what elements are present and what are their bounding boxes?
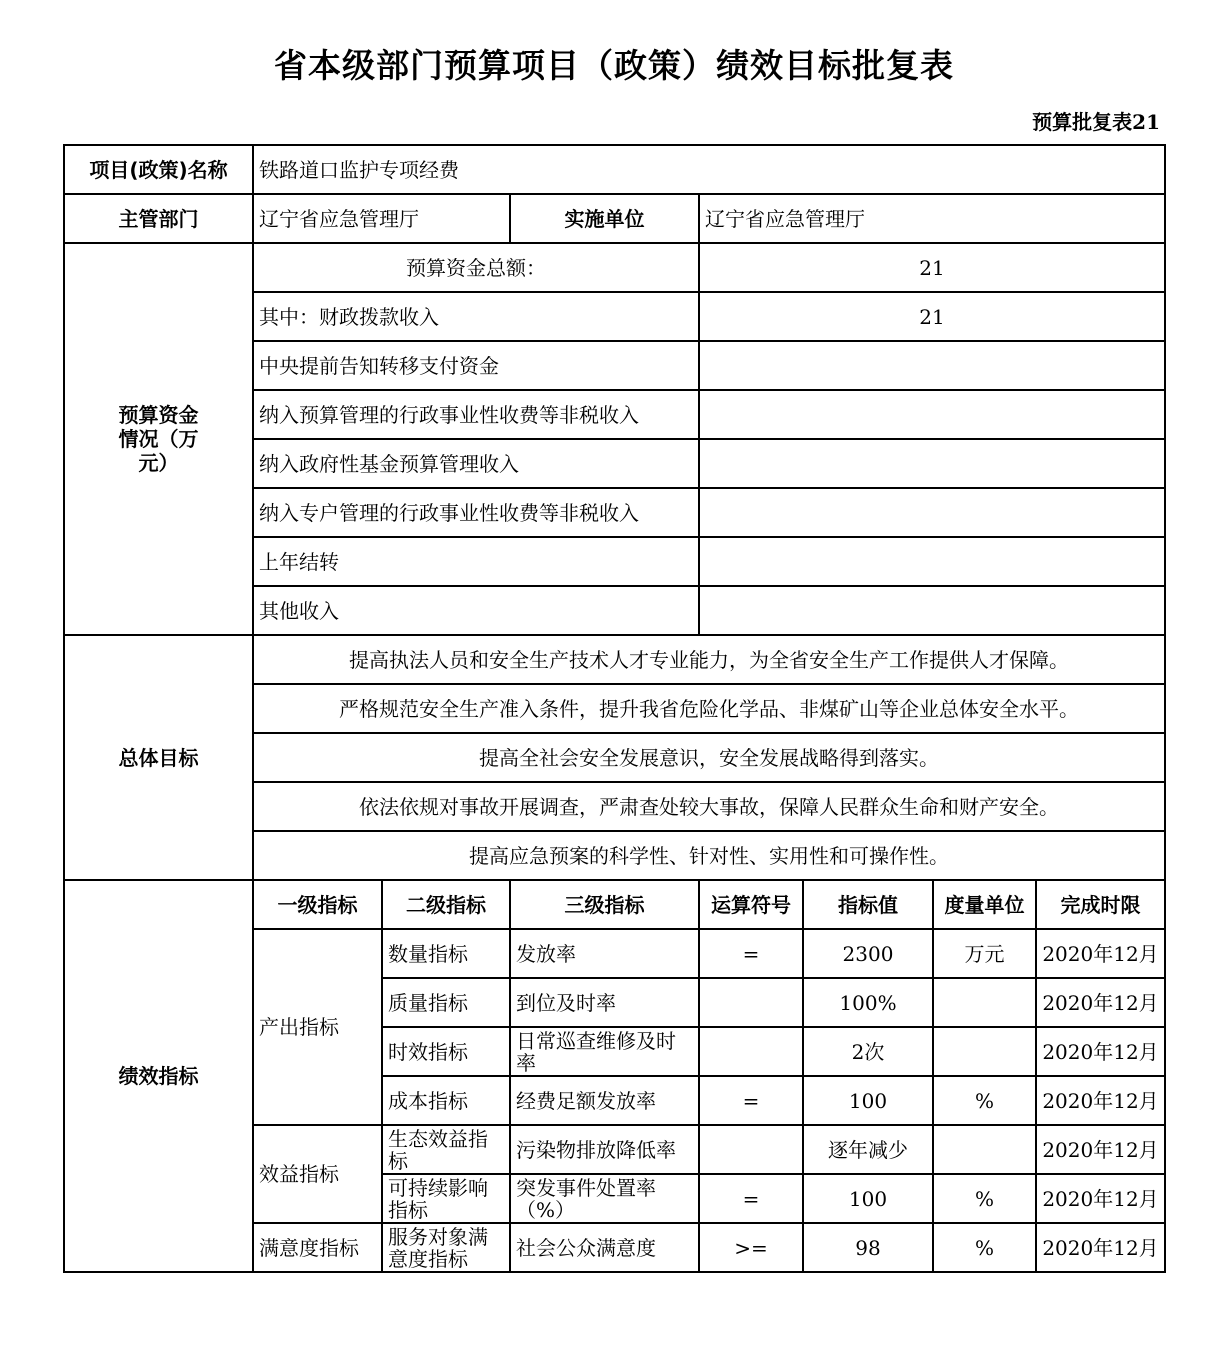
- budget-item-label: 中央提前告知转移支付资金: [253, 341, 699, 390]
- operator: >=: [699, 1223, 803, 1272]
- goals-label: 总体目标: [64, 635, 253, 880]
- operator: [699, 1125, 803, 1174]
- level1-indicator: 产出指标: [253, 929, 382, 1125]
- level1-indicator: 满意度指标: [253, 1223, 382, 1272]
- unit: [933, 978, 1036, 1027]
- operator: =: [699, 929, 803, 978]
- budget-item-label: 纳入预算管理的行政事业性收费等非税收入: [253, 390, 699, 439]
- impl-label: 实施单位: [510, 194, 699, 243]
- budget-item-value: [699, 537, 1165, 586]
- level2-indicator: 可持续影响指标: [382, 1174, 510, 1223]
- budget-item-label: 纳入专户管理的行政事业性收费等非税收入: [253, 488, 699, 537]
- goal-item: 依法依规对事故开展调查，严肃查处较大事故，保障人民群众生命和财产安全。: [253, 782, 1165, 831]
- level2-indicator: 成本指标: [382, 1076, 510, 1125]
- target-value: 2300: [803, 929, 933, 978]
- deadline: 2020年12月: [1036, 1125, 1165, 1174]
- project-row: [64, 145, 1165, 194]
- budget-item-value: [699, 439, 1165, 488]
- budget-item-value: [699, 488, 1165, 537]
- dept-label: 主管部门: [64, 194, 253, 243]
- perf-header: 运算符号: [699, 880, 803, 929]
- level2-indicator: 生态效益指标: [382, 1125, 510, 1174]
- page-title: 省本级部门预算项目（政策）绩效目标批复表: [274, 46, 954, 85]
- target-value: 100: [803, 1174, 933, 1223]
- perf-header: 二级指标: [382, 880, 510, 929]
- operator: =: [699, 1076, 803, 1125]
- perf-header: 完成时限: [1036, 880, 1165, 929]
- deadline: 2020年12月: [1036, 1076, 1165, 1125]
- level3-indicator: 到位及时率: [510, 978, 699, 1027]
- impl-value: 辽宁省应急管理厅: [699, 194, 1165, 243]
- deadline: 2020年12月: [1036, 1027, 1165, 1076]
- level2-indicator: 质量指标: [382, 978, 510, 1027]
- budget-item-label: 其他收入: [253, 586, 699, 635]
- level2-indicator: 数量指标: [382, 929, 510, 978]
- perf-header: 度量单位: [933, 880, 1036, 929]
- deadline: 2020年12月: [1036, 1174, 1165, 1223]
- budget-label: 预算资金情况（万元）: [64, 243, 253, 635]
- target-value: 100: [803, 1076, 933, 1125]
- perf-header: 指标值: [803, 880, 933, 929]
- project-label: 项目(政策)名称: [64, 145, 253, 194]
- approval-table: [63, 144, 1166, 1273]
- goal-row: [64, 635, 1165, 684]
- level3-indicator: 突发事件处置率（%）: [510, 1174, 699, 1223]
- budget-item-value: 21: [699, 243, 1165, 292]
- budget-item-value: [699, 586, 1165, 635]
- level3-indicator: 污染物排放降低率: [510, 1125, 699, 1174]
- budget-item-label: 上年结转: [253, 537, 699, 586]
- deadline: 2020年12月: [1036, 1223, 1165, 1272]
- perf-header-row: [64, 880, 1165, 929]
- unit: 万元: [933, 929, 1036, 978]
- level3-indicator: 日常巡查维修及时率: [510, 1027, 699, 1076]
- unit: [933, 1125, 1036, 1174]
- goal-item: 严格规范安全生产准入条件，提升我省危险化学品、非煤矿山等企业总体安全水平。: [253, 684, 1165, 733]
- target-value: 98: [803, 1223, 933, 1272]
- project-value: 铁路道口监护专项经费: [253, 145, 1165, 194]
- perf-header: 一级指标: [253, 880, 382, 929]
- level3-indicator: 发放率: [510, 929, 699, 978]
- goal-item: 提高全社会安全发展意识，安全发展战略得到落实。: [253, 733, 1165, 782]
- perf-header: 三级指标: [510, 880, 699, 929]
- unit: %: [933, 1174, 1036, 1223]
- level3-indicator: 社会公众满意度: [510, 1223, 699, 1272]
- target-value: 2次: [803, 1027, 933, 1076]
- operator: [699, 1027, 803, 1076]
- budget-item-label: 纳入政府性基金预算管理收入: [253, 439, 699, 488]
- perf-label: 绩效指标: [64, 880, 253, 1272]
- dept-value: 辽宁省应急管理厅: [253, 194, 510, 243]
- budget-item-value: 21: [699, 292, 1165, 341]
- budget-item-value: [699, 341, 1165, 390]
- operator: [699, 978, 803, 1027]
- budget-item-label: 其中：财政拨款收入: [253, 292, 699, 341]
- operator: =: [699, 1174, 803, 1223]
- deadline: 2020年12月: [1036, 978, 1165, 1027]
- unit: %: [933, 1076, 1036, 1125]
- level2-indicator: 服务对象满意度指标: [382, 1223, 510, 1272]
- dept-row: [64, 194, 1165, 243]
- unit: %: [933, 1223, 1036, 1272]
- goal-item: 提高应急预案的科学性、针对性、实用性和可操作性。: [253, 831, 1165, 880]
- deadline: 2020年12月: [1036, 929, 1165, 978]
- level2-indicator: 时效指标: [382, 1027, 510, 1076]
- budget-row: [64, 243, 1165, 292]
- budget-item-label: 预算资金总额：: [253, 243, 699, 292]
- target-value: 逐年减少: [803, 1125, 933, 1174]
- level3-indicator: 经费足额发放率: [510, 1076, 699, 1125]
- unit: [933, 1027, 1036, 1076]
- budget-item-value: [699, 390, 1165, 439]
- table-number: 预算批复表21: [1032, 110, 1160, 134]
- goal-item: 提高执法人员和安全生产技术人才专业能力，为全省安全生产工作提供人才保障。: [253, 635, 1165, 684]
- target-value: 100%: [803, 978, 933, 1027]
- level1-indicator: 效益指标: [253, 1125, 382, 1223]
